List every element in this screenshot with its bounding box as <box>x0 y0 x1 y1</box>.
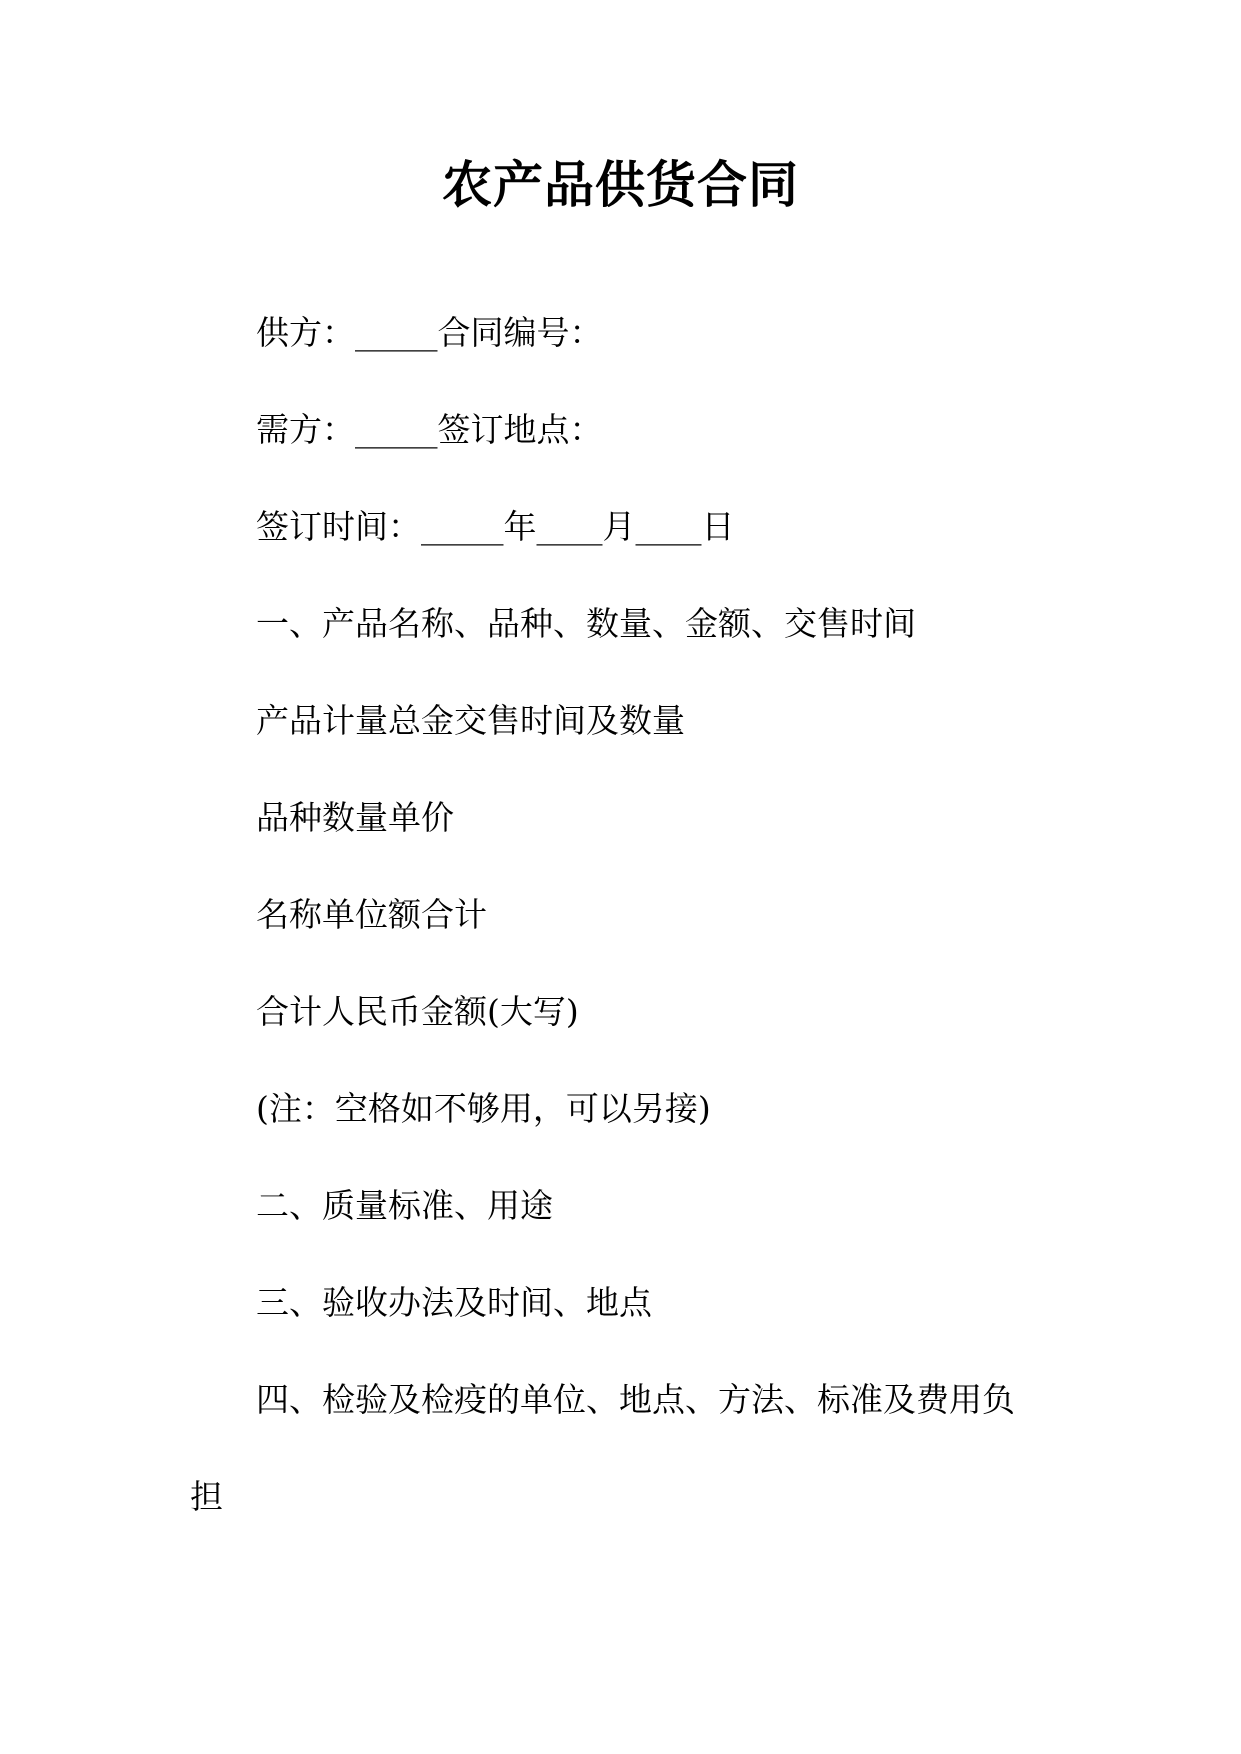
section-3-heading: 三、验收办法及时间、地点 <box>256 1283 652 1322</box>
buyer-line: 需方：_____签订地点： <box>256 410 603 449</box>
section-2-heading: 二、质量标准、用途 <box>256 1186 553 1225</box>
product-header-line: 产品计量总金交售时间及数量 <box>256 701 685 740</box>
signing-date-line: 签订时间：_____年____月____日 <box>256 507 735 546</box>
note-line: (注：空格如不够用，可以另接) <box>256 1089 711 1128</box>
name-unit-line: 名称单位额合计 <box>256 895 487 934</box>
total-amount-line: 合计人民币金额(大写) <box>256 992 579 1031</box>
section-4-heading: 四、检验及检疫的单位、地点、方法、标准及费用负 <box>256 1380 1015 1419</box>
section-1-heading: 一、产品名称、品种、数量、金额、交售时间 <box>256 604 916 643</box>
section-4-heading-continuation: 担 <box>190 1477 223 1516</box>
supplier-line: 供方：_____合同编号： <box>256 313 603 352</box>
document-title: 农产品供货合同 <box>442 155 799 214</box>
variety-line: 品种数量单价 <box>256 798 454 837</box>
